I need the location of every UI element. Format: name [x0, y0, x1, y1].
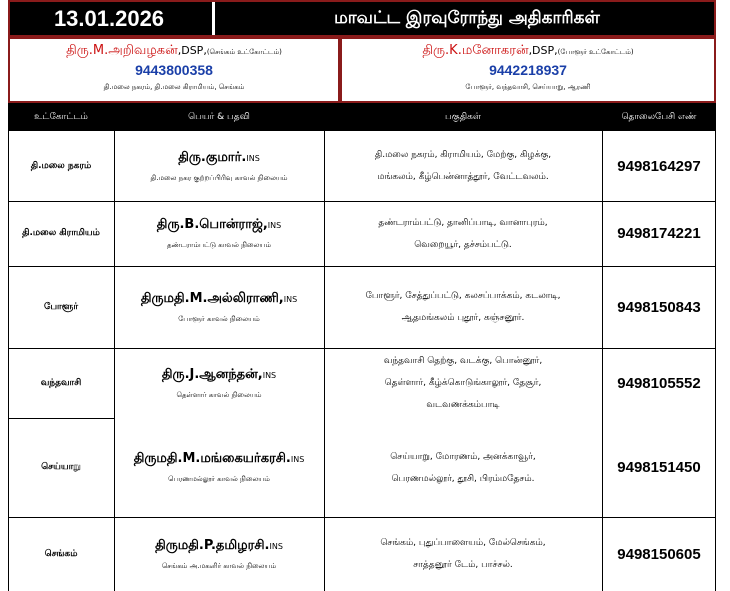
column-header-phone: தொலைபேசி எண்	[621, 112, 697, 122]
page-title: மாவட்ட இரவுரோந்து அதிகாரிகள்	[334, 8, 600, 28]
area-line: வெறையூர், தச்சம்பட்டு.	[414, 239, 512, 250]
row-divider	[8, 418, 114, 419]
division-name: செங்கம்	[44, 548, 78, 559]
phone-cell	[602, 348, 716, 418]
station-name: தி.மலை நகர குற்றப்பிரிவு காவல் நிலையம்	[150, 173, 288, 182]
phone-cell	[602, 201, 716, 266]
station-name: செங்கம் அ.மகளிர் காவல் நிலையம்	[161, 561, 277, 570]
area-line: பெரணமல்லூர், தூசி, பிரம்மதேசம்.	[391, 473, 535, 484]
phone-number: 9498164297	[617, 157, 701, 175]
officer-rank: INS	[269, 541, 283, 551]
area-line: மங்கலம், கீழ்பென்னாத்தூர், வேட்டவலம்.	[377, 172, 549, 182]
officer-name: திரு.B.பொன்ராஜ்,	[156, 217, 268, 232]
areas-cell	[324, 201, 602, 266]
officer-rank: INS	[267, 221, 282, 230]
officer-name-line	[134, 451, 305, 467]
division-name: வந்தவாசி	[40, 377, 82, 388]
date-label: 13.01.2026	[53, 6, 165, 31]
area-line: தி.மலை நகரம், கிராமியம், மேற்கு, கிழக்கு,	[374, 150, 552, 160]
area-line: வந்தவாசி தெற்கு, வடக்கு, பொன்னூர்,	[383, 356, 543, 366]
areas-cell	[324, 266, 602, 348]
division-name: போளூர்	[43, 301, 79, 312]
station-name: தண்டராம்பட்டு காவல் நிலையம்	[167, 241, 271, 249]
column-header-areas: பகுதிகள்	[445, 112, 481, 122]
areas-cell	[324, 348, 602, 418]
row-divider	[8, 517, 716, 518]
officer-rank: INS	[290, 455, 305, 464]
dsp-phone: 9442218937	[489, 62, 567, 78]
column-header-division: உட்கோட்டம்	[34, 112, 88, 122]
officer-cell	[114, 266, 324, 348]
division-name: தி.மலை நகரம்	[30, 160, 92, 171]
division-cell	[8, 131, 114, 201]
dsp-areas: போளூர், வந்தவாசி, செய்யாறு, ஆரணி	[465, 83, 591, 91]
row-divider	[8, 348, 716, 349]
division-name: தி.மலை கிராமியம்	[22, 228, 100, 238]
officer-rank: INS	[283, 294, 298, 304]
phone-number: 9498151450	[617, 459, 701, 476]
column-header-officer: பெயர் & பதவி	[188, 112, 250, 122]
division-name: செய்யாறு	[41, 462, 81, 472]
officer-cell	[114, 131, 324, 201]
area-line: செய்யாறு, மோரணம், அனக்காவூர்,	[390, 451, 536, 462]
dsp-name-line	[342, 43, 714, 59]
dsp-designation: ,DSP,	[528, 44, 558, 57]
row-divider	[8, 201, 716, 202]
division-cell	[8, 201, 114, 266]
phone-cell	[602, 266, 716, 348]
officer-name-line	[157, 217, 281, 233]
station-name: தெள்ளார் காவல் நிலையம்	[176, 390, 262, 399]
areas-cell	[324, 131, 602, 201]
dsp-name-line	[10, 43, 338, 59]
division-cell	[8, 266, 114, 348]
phone-cell	[602, 418, 716, 517]
area-line: போளூர், சேத்துப்பட்டு, கலசப்பாக்கம், கடலாடி,	[365, 291, 561, 301]
phone-cell	[602, 517, 716, 591]
officer-name-line	[162, 367, 276, 383]
division-cell	[8, 418, 114, 517]
officer-cell	[114, 348, 324, 418]
officer-rank: INS	[262, 370, 277, 380]
officer-cell	[114, 418, 324, 517]
officer-name: திருமதி.M.மங்கையர்கரசி.	[133, 451, 291, 466]
division-cell	[8, 517, 114, 591]
dsp-subdivision: (போளூர் உட்கோட்டம்)	[557, 48, 634, 56]
officer-cell	[114, 517, 324, 591]
area-line: வடவணக்கம்பாடி	[426, 400, 500, 410]
officer-name: திருமதி.P.தமிழரசி.	[155, 537, 270, 553]
dsp-areas: தி.மலை நகரம், தி.மலை கிராமியம், செங்கம்	[103, 83, 245, 91]
dsp-phone: 9443800358	[135, 62, 213, 78]
area-line: தண்டராம்பட்டு, தானிப்பாடி, வானாபுரம்,	[378, 217, 548, 228]
officer-name: திருமதி.M.அல்லிராணி,	[140, 290, 284, 306]
dsp-box-left	[8, 37, 340, 103]
area-line: செங்கம், புதுப்பாளையம், மேல்செங்கம்,	[380, 538, 546, 548]
dsp-name: திரு.K.மனோகரன்	[422, 43, 529, 58]
dsp-designation: ,DSP,	[177, 44, 207, 57]
phone-number: 9498150605	[617, 545, 701, 563]
table-header	[8, 103, 716, 131]
phone-number: 9498150843	[617, 298, 701, 316]
area-line: ஆதமங்கலம் புதூர், கஞ்சனூர்.	[401, 313, 525, 323]
area-line: தெள்ளார், கீழ்க்கொடுங்காலூர், தேசூர்,	[384, 378, 542, 388]
area-line: சாத்தனூர் டேம், பாச்சல்.	[413, 560, 513, 570]
officer-rank: INS	[246, 153, 260, 163]
title-banner	[8, 0, 716, 37]
officer-name-line	[155, 538, 283, 554]
station-name: போளூர் காவல் நிலையம்	[178, 314, 260, 323]
division-cell	[8, 348, 114, 418]
areas-cell	[324, 517, 602, 591]
row-divider	[8, 266, 716, 267]
phone-number: 9498174221	[617, 225, 701, 242]
officer-name: திரு.குமார்.	[178, 149, 247, 165]
dsp-subdivision: (செங்கம் உட்கோட்டம்)	[206, 48, 282, 56]
officer-name-line	[141, 291, 297, 307]
areas-cell	[324, 418, 602, 517]
dsp-box-right	[340, 37, 716, 103]
officer-name-line	[178, 150, 260, 166]
dsp-name: திரு.M.அறிவழகன்	[66, 43, 178, 58]
station-name: பெரணமல்லூர் காவல் நிலையம்	[168, 475, 270, 483]
phone-number: 9498105552	[617, 374, 701, 392]
banner-divider	[212, 2, 215, 35]
officer-cell	[114, 201, 324, 266]
phone-cell	[602, 131, 716, 201]
officer-name: திரு.J.ஆனந்தன்,	[161, 366, 263, 382]
